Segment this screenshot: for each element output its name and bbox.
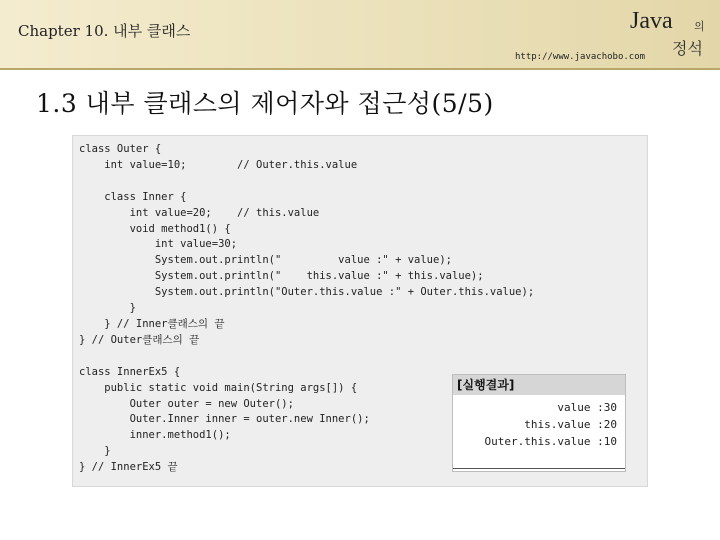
code-line: class Outer { bbox=[79, 143, 162, 155]
code-line: inner.method1(); bbox=[79, 429, 231, 442]
result-output bbox=[453, 399, 617, 450]
slide-title: 1.3 내부 클래스의 제어자와 접근성(5/5) bbox=[36, 89, 494, 118]
code-line: System.out.println(" value :" + value); bbox=[79, 254, 452, 267]
code-line: void method1() { bbox=[79, 222, 231, 235]
header-band bbox=[0, 0, 720, 68]
code-line: } // Outer클래스의 끝 bbox=[79, 333, 200, 346]
code-line: public static void main(String args[]) { bbox=[79, 381, 358, 394]
result-line: Outer.this.value :10 bbox=[484, 435, 617, 448]
brand-title: Java bbox=[630, 8, 673, 34]
code-line: } bbox=[79, 302, 136, 315]
code-line: int value=30; bbox=[79, 238, 238, 251]
code-line: System.out.println("Outer.this.value :" + Outer.this.value); bbox=[79, 286, 535, 299]
code-line: class InnerEx5 { bbox=[79, 365, 181, 378]
code-line: } // Inner클래스의 끝 bbox=[79, 317, 225, 330]
code-line: Outer outer = new Outer(); bbox=[79, 397, 294, 410]
result-panel bbox=[452, 374, 626, 472]
result-underline bbox=[453, 468, 625, 469]
result-header: [실행결과] bbox=[453, 375, 625, 395]
result-line: value :30 bbox=[557, 401, 617, 414]
code-line: class Inner { bbox=[79, 190, 187, 203]
code-line: } bbox=[79, 445, 111, 458]
chapter-label: Chapter 10. 내부 클래스 bbox=[18, 22, 191, 40]
header-divider bbox=[0, 68, 720, 70]
brand-sub-1: 의 bbox=[694, 20, 705, 33]
brand-sub-2: 정석 bbox=[672, 39, 703, 58]
code-line: } // InnerEx5 끝 bbox=[79, 461, 178, 474]
result-line: this.value :20 bbox=[524, 418, 617, 431]
code-line: Outer.Inner inner = outer.new Inner(); bbox=[79, 413, 370, 426]
code-line: System.out.println(" this.value :" + this.value); bbox=[79, 270, 484, 283]
code-line: int value=20; // this.value bbox=[79, 206, 320, 219]
code-line: int value=10; // Outer.this.value bbox=[79, 158, 358, 171]
site-url: http://www.javachobo.com bbox=[515, 52, 646, 62]
